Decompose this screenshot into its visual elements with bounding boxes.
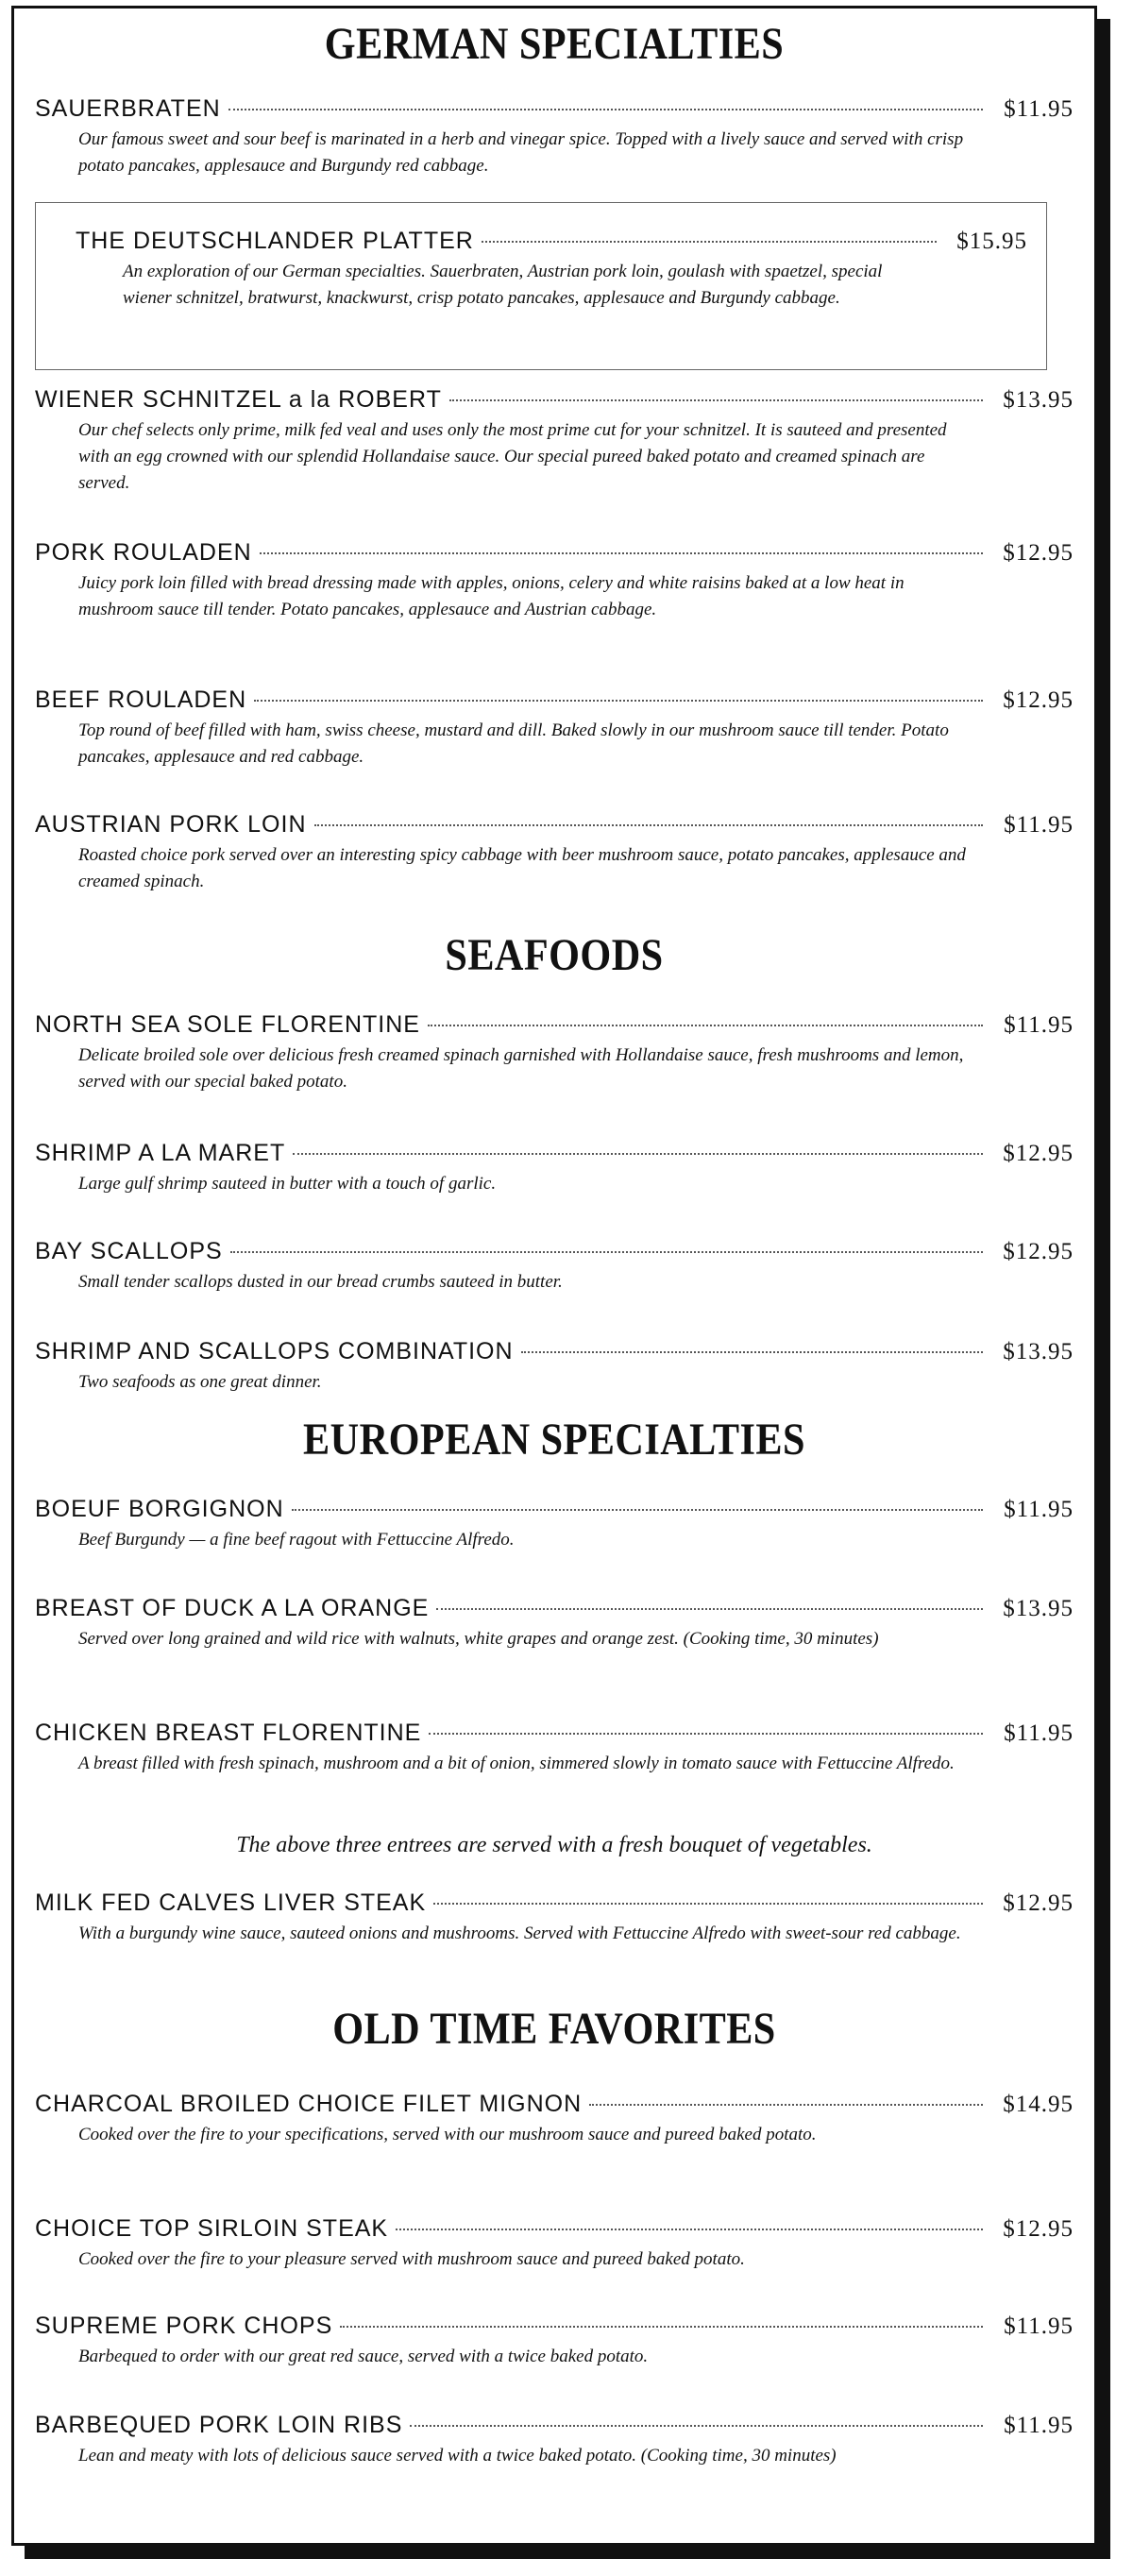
item-description: Cooked over the fire to your pleasure served with mushroom sauce and pureed baked potato. [78, 2249, 745, 2269]
item-price: $13.95 [1003, 1596, 1074, 1621]
item-price: $12.95 [1003, 1141, 1074, 1166]
item-name: CHICKEN BREAST FLORENTINE [35, 1720, 422, 1746]
item-name: SUPREME PORK CHOPS [35, 2313, 333, 2339]
menu-item-austrian-pork-loin [35, 811, 1074, 895]
item-name: BEEF ROULADEN [35, 686, 247, 713]
item-name: MILK FED CALVES LIVER STEAK [35, 1890, 427, 1916]
menu-item-calves-liver-steak [35, 1890, 1074, 1947]
menu-item-pork-loin-ribs [35, 2412, 1074, 2469]
dot-leader [396, 2229, 983, 2230]
item-name: SHRIMP A LA MARET [35, 1140, 286, 1166]
menu-item-sauerbraten [35, 95, 1074, 179]
item-name: CHOICE TOP SIRLOIN STEAK [35, 2215, 389, 2242]
featured-box [35, 202, 1047, 370]
menu-item-bay-scallops [35, 1238, 1074, 1296]
dot-leader [428, 1025, 983, 1026]
item-price: $12.95 [1003, 1890, 1074, 1916]
item-price: $11.95 [1004, 96, 1074, 122]
dot-leader [410, 2425, 983, 2427]
item-description: Two seafoods as one great dinner. [78, 1372, 322, 1392]
item-price: $12.95 [1003, 687, 1074, 713]
item-price: $14.95 [1003, 2092, 1074, 2117]
menu-item-deutschlander-platter [76, 228, 1027, 312]
section-title-seafoods: SEAFOODS [445, 930, 664, 980]
item-price: $12.95 [1003, 1239, 1074, 1264]
dot-leader [230, 1251, 983, 1253]
item-name: PORK ROULADEN [35, 539, 252, 566]
menu-page [11, 6, 1097, 2546]
dot-leader [260, 552, 983, 554]
item-price: $13.95 [1003, 387, 1074, 413]
item-description: Juicy pork loin filled with bread dressing made with apples, onions, celery and white raisins baked at a low heat in mushroom sauce till tender. Potato pancakes, applesauce and Austrian cabbage. [78, 573, 905, 619]
item-name: BREAST OF DUCK A LA ORANGE [35, 1595, 430, 1621]
item-price: $11.95 [1004, 1720, 1074, 1746]
menu-item-beef-rouladen [35, 686, 1074, 771]
item-description: Delicate broiled sole over delicious fresh creamed spinach garnished with Hollandaise sauce, fresh mushrooms and lemon, served with our special baked potato. [78, 1045, 964, 1092]
menu-item-top-sirloin-steak [35, 2215, 1074, 2273]
item-name: AUSTRIAN PORK LOIN [35, 811, 307, 838]
item-price: $11.95 [1004, 812, 1074, 838]
item-name: BAY SCALLOPS [35, 1238, 223, 1264]
menu-item-chicken-breast-florentine [35, 1720, 1074, 1777]
dot-leader [429, 1733, 983, 1735]
menu-item-filet-mignon [35, 2091, 1074, 2148]
item-name: CHARCOAL BROILED CHOICE FILET MIGNON [35, 2091, 583, 2117]
item-name: THE DEUTSCHLANDER PLATTER [76, 228, 474, 254]
item-description: Our famous sweet and sour beef is marinated in a herb and vinegar spice. Topped with a lively sauce and served with crisp potato pancakes, applesauce and Burgundy red cabbage. [78, 129, 964, 176]
item-description: A breast filled with fresh spinach, mushroom and a bit of onion, simmered slowly in tomato sauce with Fettuccine Alfredo. [78, 1754, 955, 1773]
dot-leader [293, 1153, 983, 1155]
menu-item-duck-a-la-orange [35, 1595, 1074, 1652]
item-price: $11.95 [1004, 2413, 1074, 2438]
item-description: Top round of beef filled with ham, swiss cheese, mustard and dill. Baked slowly in our mushroom sauce till tender. Potato pancakes, applesauce and red cabbage. [78, 720, 949, 767]
item-description: With a burgundy wine sauce, sauteed onions and mushrooms. Served with Fettuccine Alfredo with sweet-sour red cabbage. [78, 1924, 961, 1943]
item-price: $11.95 [1004, 1012, 1074, 1038]
dot-leader [521, 1351, 983, 1353]
item-price: $12.95 [1003, 540, 1074, 566]
dot-leader [314, 824, 984, 826]
item-name: BARBEQUED PORK LOIN RIBS [35, 2412, 403, 2438]
menu-item-shrimp-scallops-combination [35, 1338, 1074, 1396]
dot-leader [292, 1509, 983, 1511]
dot-leader [254, 700, 983, 702]
item-description: Cooked over the fire to your specifications, served with our mushroom sauce and pureed baked potato. [78, 2125, 817, 2144]
item-description: Small tender scallops dusted in our bread crumbs sauteed in butter. [78, 1272, 563, 1292]
item-name: NORTH SEA SOLE FLORENTINE [35, 1011, 420, 1038]
item-price: $15.95 [956, 229, 1027, 254]
menu-item-boeuf-borgignon [35, 1496, 1074, 1553]
item-price: $11.95 [1004, 2313, 1074, 2339]
section-title-favorites: OLD TIME FAVORITES [332, 2004, 776, 2054]
item-description: Our chef selects only prime, milk fed veal and uses only the most prime cut for your schnitzel. It is sauteed and presented with an egg crowned with our splendid Hollandaise sauce. Our special pureed baked potato and creamed spinach are served. [78, 420, 947, 493]
item-name: WIENER SCHNITZEL a la ROBERT [35, 386, 442, 413]
dot-leader [433, 1903, 983, 1905]
menu-item-north-sea-sole [35, 1011, 1074, 1095]
dot-leader [340, 2326, 983, 2328]
menu-item-wiener-schnitzel [35, 386, 1074, 497]
item-description: Roasted choice pork served over an interesting spicy cabbage with beer mushroom sauce, potato pancakes, applesauce and creamed spinach. [78, 845, 966, 891]
item-price: $12.95 [1003, 2216, 1074, 2242]
entrees-note: The above three entrees are served with a fresh bouquet of vegetables. [236, 1833, 872, 1857]
dot-leader [228, 109, 983, 110]
section-title-german: GERMAN SPECIALTIES [324, 19, 785, 69]
menu-item-pork-rouladen [35, 539, 1074, 623]
item-price: $11.95 [1004, 1497, 1074, 1522]
dot-leader [589, 2104, 983, 2106]
item-description: Barbequed to order with our great red sauce, served with a twice baked potato. [78, 2347, 649, 2366]
item-description: Lean and meaty with lots of delicious sauce served with a twice baked potato. (Cooking time, 30 minutes) [78, 2446, 837, 2466]
item-description: Large gulf shrimp sauteed in butter with a touch of garlic. [78, 1174, 497, 1194]
item-name: SAUERBRATEN [35, 95, 221, 122]
item-description: An exploration of our German specialties. Sauerbraten, Austrian pork loin, goulash with spaetzel, special wiener schnitzel, bratwurst, knackwurst, crisp potato pancakes, applesauce and Burgundy cabbage. [123, 262, 883, 308]
item-name: SHRIMP AND SCALLOPS COMBINATION [35, 1338, 514, 1364]
item-description: Served over long grained and wild rice with walnuts, white grapes and orange zest. (Cooking time, 30 minutes) [78, 1629, 879, 1649]
item-name: BOEUF BORGIGNON [35, 1496, 284, 1522]
menu-item-shrimp-a-la-maret [35, 1140, 1074, 1197]
dot-leader [436, 1608, 983, 1610]
menu-item-supreme-pork-chops [35, 2313, 1074, 2370]
dot-leader [482, 241, 937, 243]
dot-leader [449, 399, 983, 401]
section-title-european: EUROPEAN SPECIALTIES [303, 1415, 805, 1465]
item-description: Beef Burgundy — a fine beef ragout with Fettuccine Alfredo. [78, 1530, 515, 1550]
item-price: $13.95 [1003, 1339, 1074, 1364]
